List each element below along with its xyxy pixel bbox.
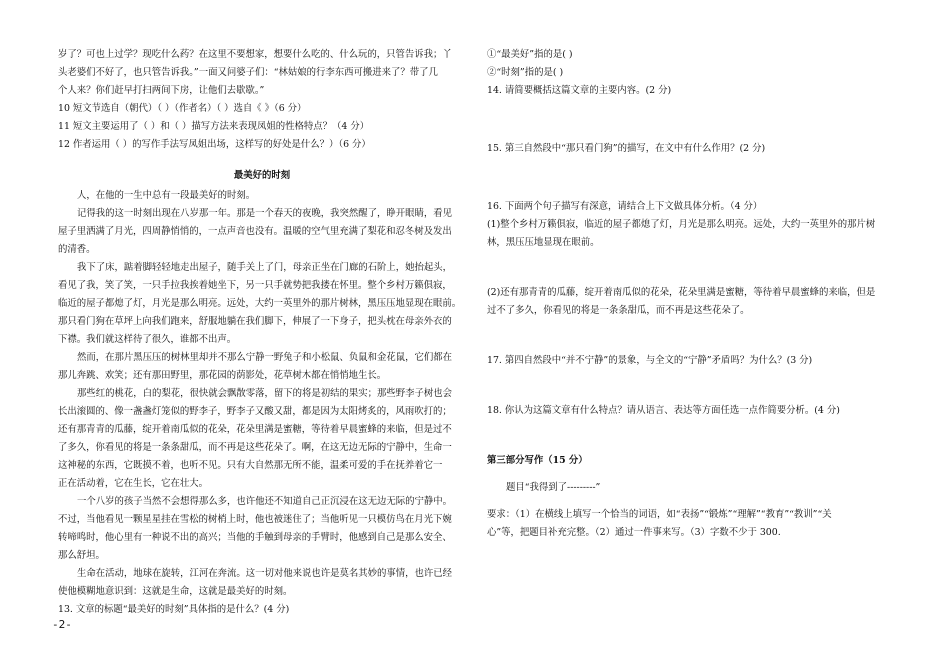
question-17: 17. 第四自然段中“并不宁静”的景象，与全文的“宁静”矛盾吗？为什么？(3 分)	[487, 355, 813, 366]
questions-10-12	[58, 100, 466, 154]
question-13-part-2: ②“时刻”指的是( )	[487, 67, 564, 78]
answer-space	[487, 370, 887, 402]
spacer	[487, 470, 887, 479]
answer-space	[487, 420, 887, 452]
paragraph-7	[58, 565, 466, 601]
question-12: 12 作者运用（ ）的写作手法写凤姐出场，这样写的好处是什么？）（6 分）	[58, 139, 371, 150]
paragraph-1: 人，在他的一生中总有一段最美好的时刻。	[77, 190, 256, 201]
text-line: 看见了我，笑了笑，一只手拉我挨着她坐下，另一只手就势把我搂在怀里。整个乡村万籁俱寂，	[58, 280, 452, 291]
essay-body	[58, 187, 466, 601]
answer-space	[487, 320, 887, 352]
question-13: 13. 文章的标题“最美好的时刻”具体指的是什么？(4 分)	[58, 604, 290, 615]
text-line: (1)整个乡村万籁俱寂，临近的屋子都熄了灯，月光是那么明亮。远处，大约一英里外的那片树	[487, 219, 876, 230]
paragraph-3	[58, 259, 466, 349]
paragraph-2	[58, 205, 466, 259]
text-line: 了多久，你看见的将是一条条甜瓜，而不再是这些花朵了。啊，在这无边无际的宁静中，生命一	[58, 442, 452, 453]
answer-space	[487, 252, 887, 284]
text-line: 那儿奔跳、欢笑；还有那田野里，那花园的荫影处，花草树木都在悄悄地生长。	[58, 370, 387, 381]
text-line: 那么舒坦。	[58, 550, 105, 561]
text-line: 个人来？你们赶早打扫两间下房，让他们去歇歇。”	[58, 85, 265, 96]
question-16: 16. 下面两个句子描写有深意，请结合上下文做具体分析。（4 分）	[487, 201, 763, 212]
text-line: 这神秘的东西，它既摸不着，也听不见。只有大自然那无所不能，温柔可爱的手在抚养着它一	[58, 460, 443, 471]
question-18: 18. 你认为这篇文章有什么特点？请从语言、表达等方面任选一点作简要分析。(4 分)	[487, 405, 840, 416]
question-13-part-1: ①“最美好”指的是( )	[487, 49, 573, 60]
text-line: 林，黑压压地显现在眼前。	[487, 237, 600, 248]
left-column	[58, 46, 466, 619]
text-line: 头老婆们不好了，也只管告诉我。”一面又问婆子们：“林姑娘的行李东西可搬进来了？带了几	[58, 67, 438, 78]
answer-space	[487, 100, 887, 140]
question-11: 11 短文主要运用了（ ）和（ ）描写方法来表现凤姐的性格特点？（4 分）	[58, 121, 370, 132]
question-14: 14. 请简要概括这篇文章的主要内容。(2 分)	[487, 85, 672, 96]
text-line: 那些红的桃花，白的梨花，很快就会飘散零落，留下的将是初结的果实；那些野李子树也会	[77, 388, 453, 399]
section-3-heading: 第三部分写作（15 分）	[487, 455, 588, 466]
text-line: 心”等，把题目补充完整。（2）通过一件事来写。（3）字数不少于 300.	[487, 527, 781, 538]
paragraph-5	[58, 385, 466, 493]
text-line: 记得我的这一时刻出现在八岁那一年。那是一个春天的夜晚，我突然醒了，睁开眼睛，看见	[77, 208, 453, 219]
paragraph-4	[58, 349, 466, 385]
text-line: (2)还有那青青的瓜藤，绽开着南瓜似的花朵，花朵里满是蜜糖，等待着早晨蜜蜂的来临，但是	[487, 287, 876, 298]
text-line: 然而，在那片黑压压的树林里却并不那么宁静一野兔子和小松鼠、负鼠和金花鼠，它们都在	[77, 352, 453, 363]
text-line: 临近的屋子都熄了灯，月光是那么明亮。远处，大约一英里外的那片树林，黑压压地显现在眼前。	[58, 298, 462, 309]
page-number: -2-	[52, 618, 72, 631]
writing-requirements	[487, 506, 887, 542]
text-line: 长出滚圆的、像一盏盏灯笼似的野李子，野李子又酸又甜，都是因为太阳烤炙的，风雨吹打的；	[58, 406, 452, 417]
paragraph-6	[58, 493, 466, 565]
text-line: 转啼鸣时，他心里有一种说不出的高兴；当他的手触到母亲的手臂时，他感到自己是那么安全、	[58, 532, 452, 543]
question-16-sentence-1	[487, 216, 887, 252]
question-15: 15. 第三自然段中“那只看门狗”的描写，在文中有什么作用？(2 分)	[487, 143, 766, 154]
text-line: 的清香。	[58, 244, 96, 255]
text-line: 过不了多久，你看见的将是一条条甜瓜，而不再是这些花朵了。	[487, 305, 750, 316]
right-column	[487, 46, 887, 542]
text-line: 生命在活动，地球在旋转，江河在奔流。这一切对他来说也许是莫名其妙的事情，也许已经	[77, 568, 453, 579]
text-line: 还有那青青的瓜藤，绽开着南瓜似的花朵，花朵里满是蜜糖，等待着早晨蜜蜂的来临，但是过不	[58, 424, 452, 435]
question-10: 10 短文节选自（朝代）（ ）（作者名）（ ）选自《 》（6 分）	[58, 103, 307, 114]
text-line: 下襟。我们就这样待了很久，谁都不出声。	[58, 334, 237, 345]
text-line: 那只看门狗在草坪上向我们跑来，舒服地躺在我们脚下，伸展了一下身子，把头枕在母亲外衣的	[58, 316, 452, 327]
question-16-sentence-2	[487, 284, 887, 320]
intro-paragraph	[58, 46, 466, 100]
text-line: 一个八岁的孩子当然不会想得那么多，也许他还不知道自己正沉浸在这无边无际的宁静中。	[77, 496, 453, 507]
text-line: 不过，当他看见一颗星星挂在雪松的树梢上时，他也被迷住了；当他听见一只模仿鸟在月光下婉	[58, 514, 452, 525]
answer-space	[487, 158, 887, 198]
spacer	[487, 497, 887, 506]
text-line: 正在活动着，它在生长，它在壮大。	[58, 478, 209, 489]
text-line: 我下了床，踮着脚轻轻地走出屋子，随手关上了门，母亲正坐在门廊的石阶上，她抬起头，	[77, 262, 453, 273]
text-line: 屋子里洒满了月光，四周静悄悄的，一点声音也没有。温暖的空气里充满了梨花和忍冬树及发出	[58, 226, 452, 237]
text-line: 岁了？可也上过学？现吃什么药？在这里不要想家，想要什么吃的、什么玩的，只管告诉我；丫	[58, 49, 452, 60]
essay-title: 最美好的时刻	[233, 170, 291, 181]
text-line: 要求：（1）在横线上填写一个恰当的词语，如“表扬”“锻炼”“理解”“教育”“教训”“关	[487, 509, 832, 520]
text-line: 使他模糊地意识到：这就是生命，这就是最美好的时刻。	[58, 586, 293, 597]
essay-topic: 题目“我得到了---------”	[506, 482, 601, 493]
